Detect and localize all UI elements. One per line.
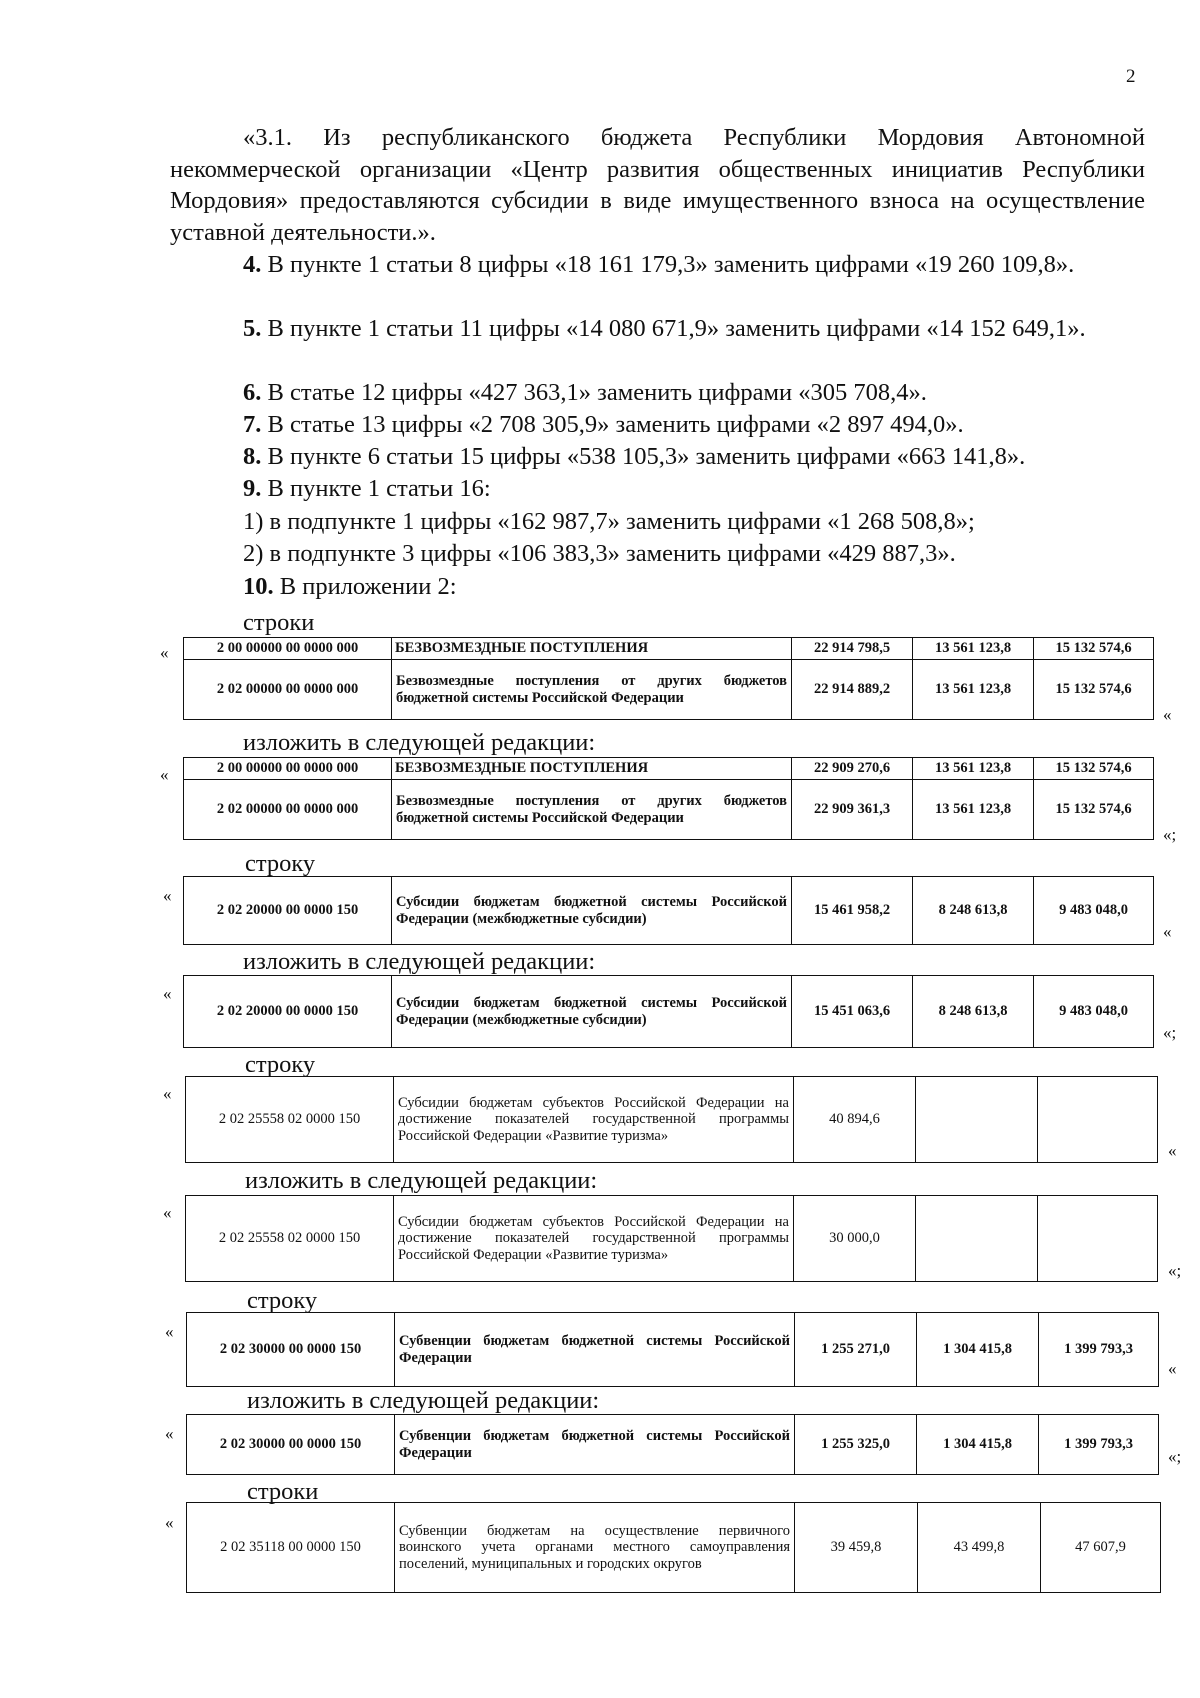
row-code: 2 02 20000 00 0000 150 [184,976,392,1048]
table-block-1-old [183,637,1154,720]
item-8 [243,441,1025,473]
row-name: Безвозмездные поступления от других бюджетов бюджетной системы Российской Федерации [392,780,792,840]
row-value: 47 607,9 [1041,1503,1161,1593]
table-block-4-new [186,1414,1159,1475]
label-replace: изложить в следующей редакции: [243,729,596,756]
item-8-number: 8. [243,443,262,470]
label-replace: изложить в следующей редакции: [243,948,596,975]
table-row [184,638,1154,660]
open-quote: « [163,1084,172,1103]
row-value: 22 909 270,6 [792,758,913,780]
item-9-sub-2: 2) в подпункте 3 цифры «106 383,3» заменить цифрами «429 887,3». [243,540,956,567]
row-value: 15 132 574,6 [1034,780,1154,840]
item-9 [243,473,491,505]
row-name: Субсидии бюджетам субъектов Российской Федерации на достижение показателей государственной программы Российской Федерации «Развитие туризма» [394,1077,794,1163]
item-9-text: В пункте 1 статьи 16: [261,475,491,502]
close-quote-semicolon: «; [1168,1447,1182,1466]
item-6-text: В статье 12 цифры «427 363,1» заменить цифрами «305 708,4». [261,379,927,406]
label-row: строку [245,850,316,877]
item-4-number: 4. [243,251,262,278]
row-code: 2 02 30000 00 0000 150 [187,1415,395,1475]
item-5-number: 5. [243,315,262,342]
row-value: 13 561 123,8 [913,780,1034,840]
row-value [1038,1077,1158,1163]
table-block-5-old [186,1502,1161,1593]
table-row [184,976,1154,1048]
table-block-3-old [185,1076,1158,1163]
row-code: 2 02 25558 02 0000 150 [186,1196,394,1282]
table-row [187,1415,1159,1475]
row-value: 13 561 123,8 [913,758,1034,780]
row-code: 2 02 20000 00 0000 150 [184,877,392,945]
row-value: 1 399 793,3 [1039,1313,1159,1387]
table-row [187,1503,1161,1593]
item-10-text: В приложении 2: [273,573,457,600]
table-block-3-new [185,1195,1158,1282]
row-code: 2 02 30000 00 0000 150 [187,1313,395,1387]
row-value: 1 255 325,0 [795,1415,917,1475]
label-replace: изложить в следующей редакции: [245,1167,598,1194]
label-rows: строки [247,1478,319,1505]
row-code: 2 02 00000 00 0000 000 [184,660,392,720]
label-rows: строки [243,609,315,636]
row-value: 40 894,6 [794,1077,916,1163]
close-quote-semicolon: «; [1163,1023,1177,1042]
item-10-number: 10. [243,573,274,600]
row-name: Безвозмездные поступления от других бюджетов бюджетной системы Российской Федерации [392,660,792,720]
row-name: Субсидии бюджетам субъектов Российской Федерации на достижение показателей государственной программы Российской Федерации «Развитие туризма» [394,1196,794,1282]
open-quote: « [160,643,169,662]
row-value: 8 248 613,8 [913,877,1034,945]
row-value: 22 914 798,5 [792,638,913,660]
row-name: Субсидии бюджетам бюджетной системы Российской Федерации (межбюджетные субсидии) [392,976,792,1048]
row-name: БЕЗВОЗМЕЗДНЫЕ ПОСТУПЛЕНИЯ [392,758,792,780]
close-quote: « [1168,1359,1177,1378]
item-10 [243,571,457,603]
row-value: 39 459,8 [795,1503,918,1593]
row-value: 22 914 889,2 [792,660,913,720]
item-5 [170,313,1145,345]
item-9-number: 9. [243,475,262,502]
row-value [916,1077,1038,1163]
row-value: 1 255 271,0 [795,1313,917,1387]
row-value: 8 248 613,8 [913,976,1034,1048]
table-block-4-old [186,1312,1159,1387]
row-value: 15 132 574,6 [1034,660,1154,720]
open-quote: « [163,984,172,1003]
table-row [186,1196,1158,1282]
row-name: Субвенции бюджетам на осуществление первичного воинского учета органами местного самоуправления поселений, муниципальных и городских округов [395,1503,795,1593]
close-quote: « [1168,1141,1177,1160]
row-code: 2 02 35118 00 0000 150 [187,1503,395,1593]
open-quote: « [160,765,169,784]
row-value: 15 451 063,6 [792,976,913,1048]
row-value: 9 483 048,0 [1034,976,1154,1048]
table-row [186,1077,1158,1163]
item-7-number: 7. [243,411,262,438]
item-9-sub-1: 1) в подпункте 1 цифры «162 987,7» заменить цифрами «1 268 508,8»; [243,508,975,535]
row-value: 15 132 574,6 [1034,758,1154,780]
row-value: 30 000,0 [794,1196,916,1282]
row-name: Субсидии бюджетам бюджетной системы Российской Федерации (межбюджетные субсидии) [392,877,792,945]
label-replace: изложить в следующей редакции: [247,1387,600,1414]
row-code: 2 00 00000 00 0000 000 [184,638,392,660]
item-4 [170,249,1145,281]
row-code: 2 00 00000 00 0000 000 [184,758,392,780]
row-value: 13 561 123,8 [913,660,1034,720]
open-quote: « [163,886,172,905]
table-block-1-new [183,757,1154,840]
close-quote: « [1163,705,1172,724]
table-row [184,780,1154,840]
clause-3-1-paragraph: «3.1. Из республиканского бюджета Республики Мордовия Автономной некоммерческой организации «Центр развития общественных инициатив Республики Мордовия» предоставляются субсидии в виде имущественного взноса на осуществление уставной деятельности.». [170,124,1145,246]
row-code: 2 02 00000 00 0000 000 [184,780,392,840]
row-value [916,1196,1038,1282]
label-row: строку [247,1287,318,1314]
close-quote-semicolon: «; [1168,1261,1182,1280]
close-quote-semicolon: «; [1163,825,1177,844]
item-8-text: В пункте 6 статьи 15 цифры «538 105,3» заменить цифрами «663 141,8». [261,443,1026,470]
label-row: строку [245,1051,316,1078]
item-6 [243,377,927,409]
row-name: Субвенции бюджетам бюджетной системы Российской Федерации [395,1415,795,1475]
row-value [1038,1196,1158,1282]
page-number: 2 [1126,66,1136,87]
row-value: 1 399 793,3 [1039,1415,1159,1475]
item-6-number: 6. [243,379,262,406]
row-value: 1 304 415,8 [917,1415,1039,1475]
open-quote: « [163,1203,172,1222]
item-7-text: В статье 13 цифры «2 708 305,9» заменить цифрами «2 897 494,0». [261,411,964,438]
table-block-2-old [183,876,1154,945]
table-block-2-new [183,975,1154,1048]
row-value: 13 561 123,8 [913,638,1034,660]
close-quote: « [1163,922,1172,941]
item-5-text: В пункте 1 статьи 11 цифры «14 080 671,9» заменить цифрами «14 152 649,1». [261,315,1086,342]
row-value: 15 461 958,2 [792,877,913,945]
open-quote: « [165,1513,174,1532]
item-7 [243,409,964,441]
row-value: 15 132 574,6 [1034,638,1154,660]
row-name: Субвенции бюджетам бюджетной системы Российской Федерации [395,1313,795,1387]
row-value: 22 909 361,3 [792,780,913,840]
table-row [184,877,1154,945]
row-value: 1 304 415,8 [917,1313,1039,1387]
open-quote: « [165,1424,174,1443]
row-value: 43 499,8 [918,1503,1041,1593]
table-row [187,1313,1159,1387]
row-value: 9 483 048,0 [1034,877,1154,945]
table-row [184,758,1154,780]
item-4-text: В пункте 1 статьи 8 цифры «18 161 179,3» заменить цифрами «19 260 109,8». [261,251,1075,278]
row-name: БЕЗВОЗМЕЗДНЫЕ ПОСТУПЛЕНИЯ [392,638,792,660]
open-quote: « [165,1322,174,1341]
row-code: 2 02 25558 02 0000 150 [186,1077,394,1163]
table-row [184,660,1154,720]
